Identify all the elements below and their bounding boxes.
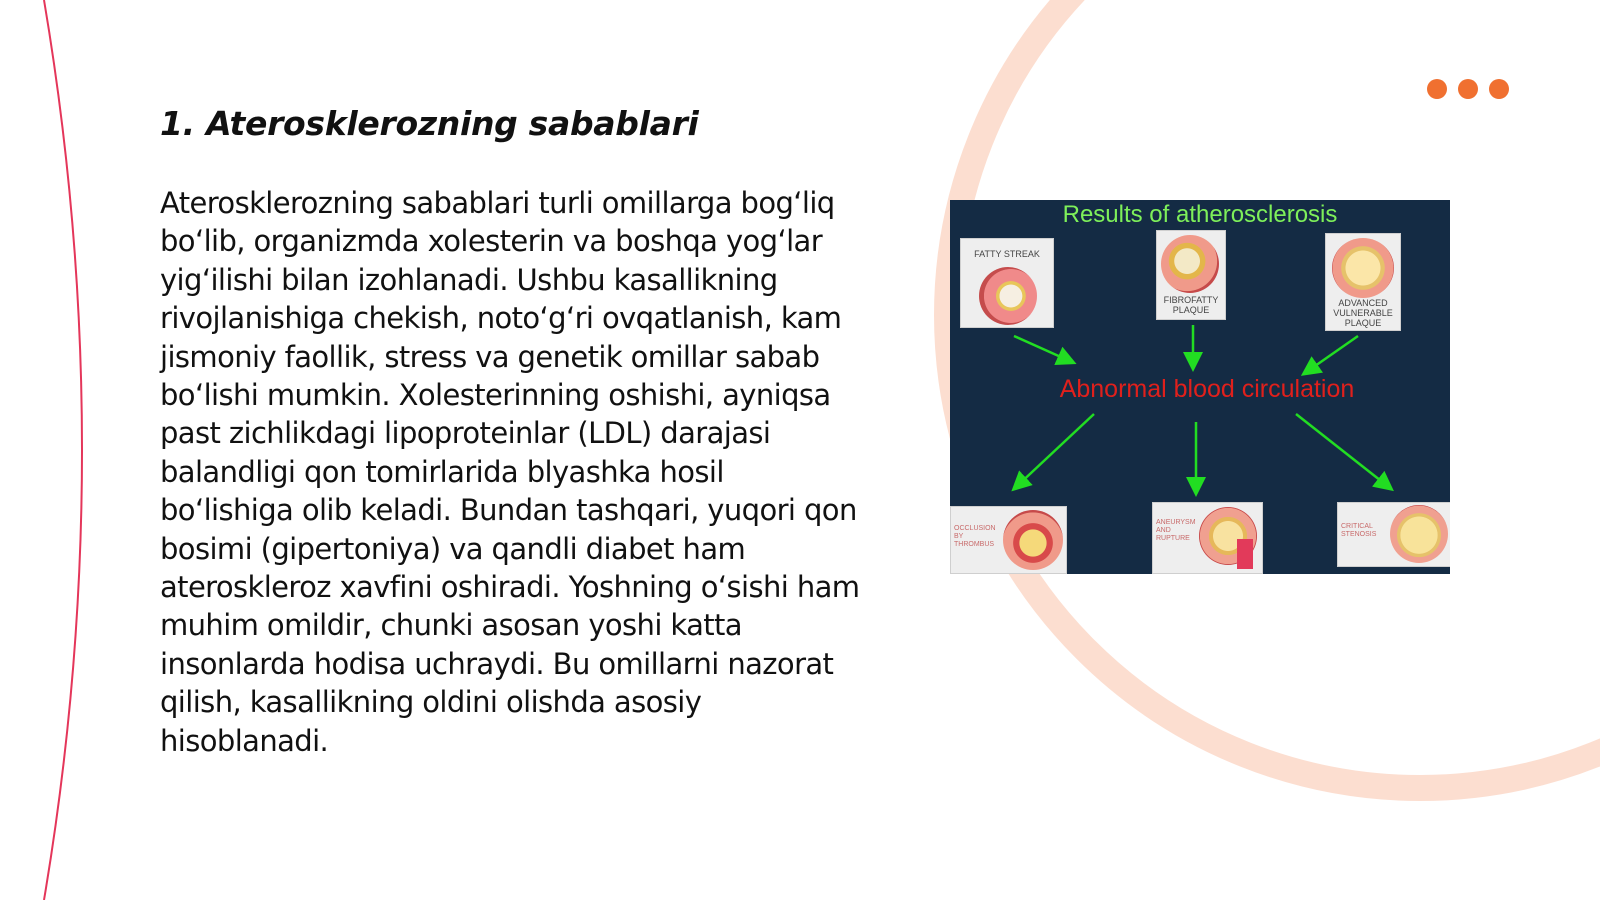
slide-title: 1. Aterosklerozning sabablari [160, 104, 699, 143]
panel-label: CRITICAL STENOSIS [1341, 523, 1377, 538]
panel-fatty-streak [960, 238, 1054, 328]
artery-icon [1003, 510, 1063, 570]
dot-icon [1427, 79, 1447, 99]
panel-occlusion [950, 506, 1067, 574]
figure-title: Results of atherosclerosis [1062, 201, 1338, 228]
panel-advanced-plaque [1325, 233, 1401, 331]
dot-icon [1489, 79, 1509, 99]
artery-icon [1161, 235, 1219, 293]
artery-icon [979, 267, 1037, 325]
panel-label: FIBROFATTY PLAQUE [1163, 295, 1219, 315]
artery-icon [1332, 238, 1394, 298]
figure-center-label: Abnormal blood circulation [1059, 375, 1355, 403]
slide-body-text: Aterosklerozning sabablari turli omillarga bog‘liq bo‘lib, organizmda xolesterin va boshqa yog‘lar yig‘ilishi bilan izohlanadi. Ushbu kasallikning rivojlanishiga chekish, noto‘g‘ri ovqatlanish, kam jismoniy faollik, stress va genetik omillar sabab bo‘lishi mumkin. Xolesterinning oshishi, ayniqsa past zichlikdagi lipoproteinlar (LDL) darajasi balandligi qon tomirlarida blyashka hosil bo‘lishiga olib keladi. Bundan tashqari, yuqori qon bosimi (gipertoniya) va qandli diabet ham ateroskleroz xavfini oshiradi. Yoshning o‘sishi ham muhim omildir, chunki asosan yoshi katta insonlarda hodisa uchraydi. Bu omillarni nazorat qilish, kasallikning oldini olishda asosiy hisoblanadi. [160, 186, 860, 758]
panel-critical-stenosis [1337, 502, 1450, 567]
panel-label: FATTY STREAK [974, 249, 1040, 259]
rupture-mark [1237, 539, 1253, 569]
panel-label: ADVANCED VULNERABLE PLAQUE [1333, 298, 1393, 328]
panel-label: OCCLUSION BY THROMBUS [954, 525, 996, 548]
left-arc [44, 0, 82, 900]
artery-icon [1390, 505, 1448, 563]
panel-aneurysm [1152, 502, 1263, 574]
panel-fibrofatty-plaque [1156, 230, 1226, 320]
dot-icon [1458, 79, 1478, 99]
menu-dots [1427, 79, 1509, 99]
panel-label: ANEURYSM AND RUPTURE [1156, 519, 1196, 542]
atherosclerosis-figure [950, 200, 1450, 574]
